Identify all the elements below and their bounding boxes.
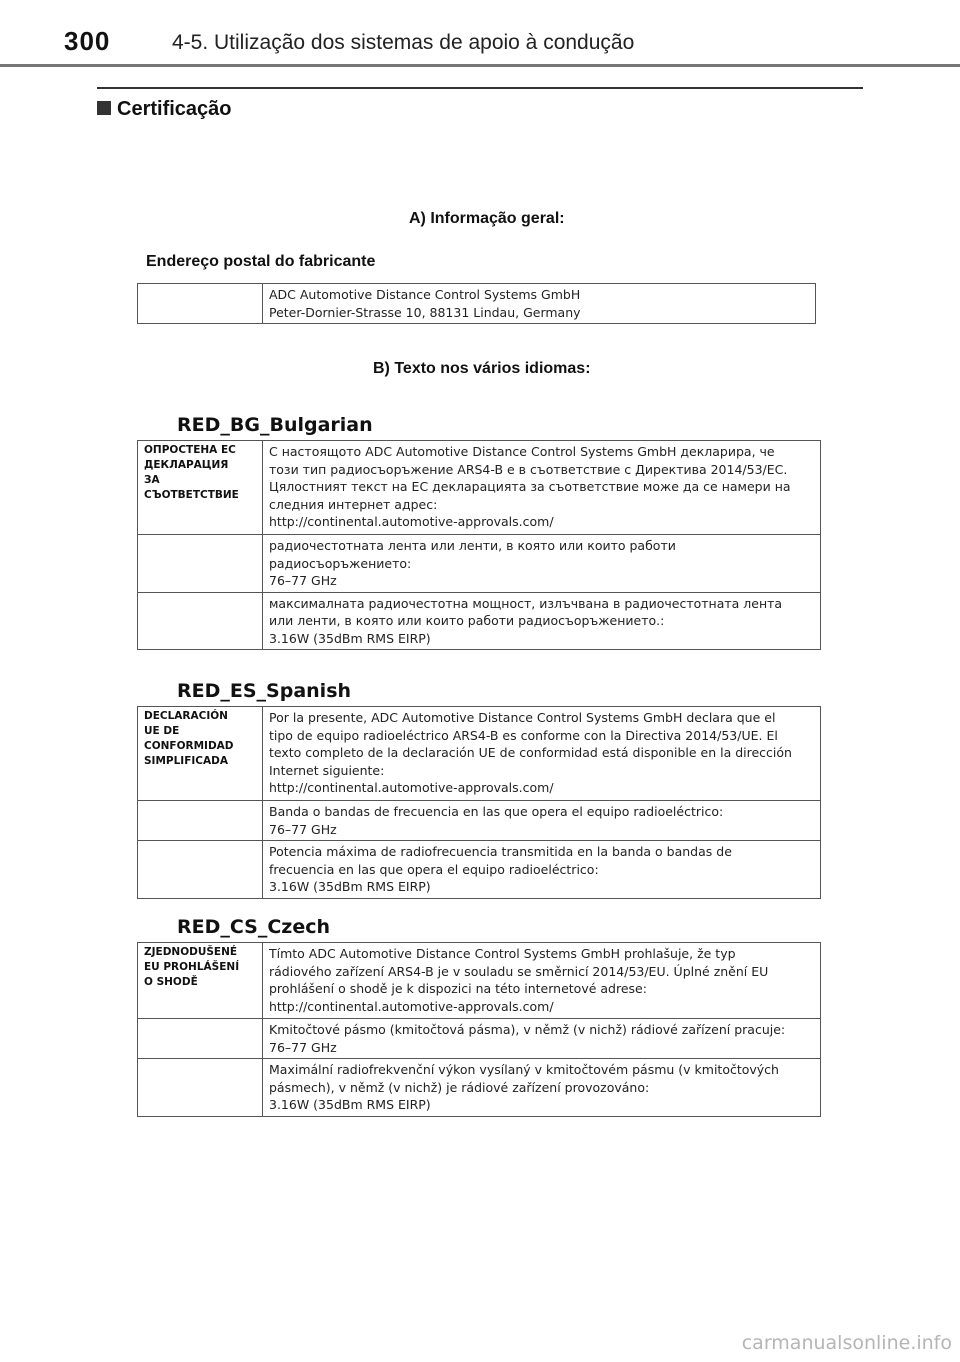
page-header	[0, 0, 960, 68]
page-number: 300	[64, 26, 111, 56]
declaration-table-cs	[137, 942, 821, 1117]
declaration-label: ОПРОСТЕНА ЕС ДЕКЛАРАЦИЯ ЗА СЪОТВЕТСТВИЕ	[138, 441, 263, 535]
declaration-table-es	[137, 706, 821, 899]
declaration-label: DECLARACIÓN UE DE CONFORMIDAD SIMPLIFICADA	[138, 707, 263, 801]
section-title-text: Certificação	[117, 98, 232, 120]
table-row	[138, 1059, 821, 1117]
table-row	[138, 841, 821, 899]
watermark: carmanualsonline.info	[741, 1332, 952, 1354]
max-power-text: максималната радиочестотна мощност, излъчвана в радиочестотната лента или ленти, в която или които работи радиосъоръжението.: 3.16W (35dBm RMS EIRP)	[263, 592, 821, 650]
address-cell	[263, 284, 816, 324]
table-row	[138, 1019, 821, 1059]
declaration-label	[138, 801, 263, 841]
max-power-text: Potencia máxima de radiofrecuencia transmitida en la banda o bandas de frecuencia en las que opera el equipo radioeléctrico: 3.16W (35dBm RMS EIRP)	[263, 841, 821, 899]
header-divider	[0, 64, 960, 67]
section-title	[97, 98, 232, 121]
languages-heading: B) Texto nos vários idiomas:	[373, 360, 591, 377]
square-bullet-icon	[97, 101, 111, 115]
declaration-text: Tímto ADC Automotive Distance Control Systems GmbH prohlašuje, že typ rádiového zařízení ARS4-B je v souladu se směrnicí 2014/53/EU. Úplné znění EU prohlášení o shodě je k dispozici na této internetové adrese: http://continental.automotive-approvals.com/	[263, 943, 821, 1019]
declaration-text: Por la presente, ADC Automotive Distance Control Systems GmbH declara que el tipo de equipo radioeléctrico ARS4-B es conforme con la Directiva 2014/53/UE. El texto completo de la declaración UE de conformidad está disponible en la dirección Internet siguiente: http://continental.automotive-approvals.com/	[263, 707, 821, 801]
table-row	[138, 943, 821, 1019]
address-table	[137, 283, 816, 324]
frequency-band-text: радиочестотната лента или ленти, в която или които работи радиосъоръжението: 76–77 GHz	[263, 535, 821, 593]
lang-heading-es: RED_ES_Spanish	[177, 680, 352, 702]
table-row	[138, 284, 816, 324]
general-info-heading: A) Informação geral:	[409, 210, 565, 227]
table-row	[138, 535, 821, 593]
address-line-2: Peter-Dornier-Strasse 10, 88131 Lindau, Germany	[269, 304, 581, 320]
declaration-label	[138, 841, 263, 899]
address-label: Endereço postal do fabricante	[146, 253, 376, 270]
max-power-text: Maximální radiofrekvenční výkon vysílaný v kmitočtovém pásmu (v kmitočtových pásmech), v němž (v nichž) je rádiové zařízení provozováno: 3.16W (35dBm RMS EIRP)	[263, 1059, 821, 1117]
declaration-label	[138, 535, 263, 593]
declaration-text: С настоящото ADC Automotive Distance Control Systems GmbH декларира, че този тип радиосъоръжение ARS4-B е в съответствие с Директива 2014/53/ЕС. Цялостният текст на ЕС декларацията за съответствие може да се намери на следния интернет адрес: http://continental.automotive-approvals.com/	[263, 441, 821, 535]
declaration-label	[138, 1019, 263, 1059]
declaration-label	[138, 592, 263, 650]
address-empty-cell	[138, 284, 263, 324]
declaration-label: ZJEDNODUŠENÉ EU PROHLÁŠENÍ O SHODĚ	[138, 943, 263, 1019]
declaration-label	[138, 1059, 263, 1117]
declaration-table-bg	[137, 440, 821, 650]
chapter-title: 4-5. Utilização dos sistemas de apoio à condução	[172, 31, 635, 54]
table-row	[138, 441, 821, 535]
lang-heading-bg: RED_BG_Bulgarian	[177, 414, 373, 436]
address-line-1: ADC Automotive Distance Control Systems GmbH	[269, 287, 581, 302]
frequency-band-text: Banda o bandas de frecuencia en las que opera el equipo radioeléctrico: 76–77 GHz	[263, 801, 821, 841]
lang-heading-cs: RED_CS_Czech	[177, 916, 331, 938]
frequency-band-text: Kmitočtové pásmo (kmitočtová pásma), v němž (v nichž) rádiové zařízení pracuje: 76–77 GHz	[263, 1019, 821, 1059]
section-divider	[97, 87, 863, 89]
table-row	[138, 801, 821, 841]
table-row	[138, 707, 821, 801]
table-row	[138, 592, 821, 650]
